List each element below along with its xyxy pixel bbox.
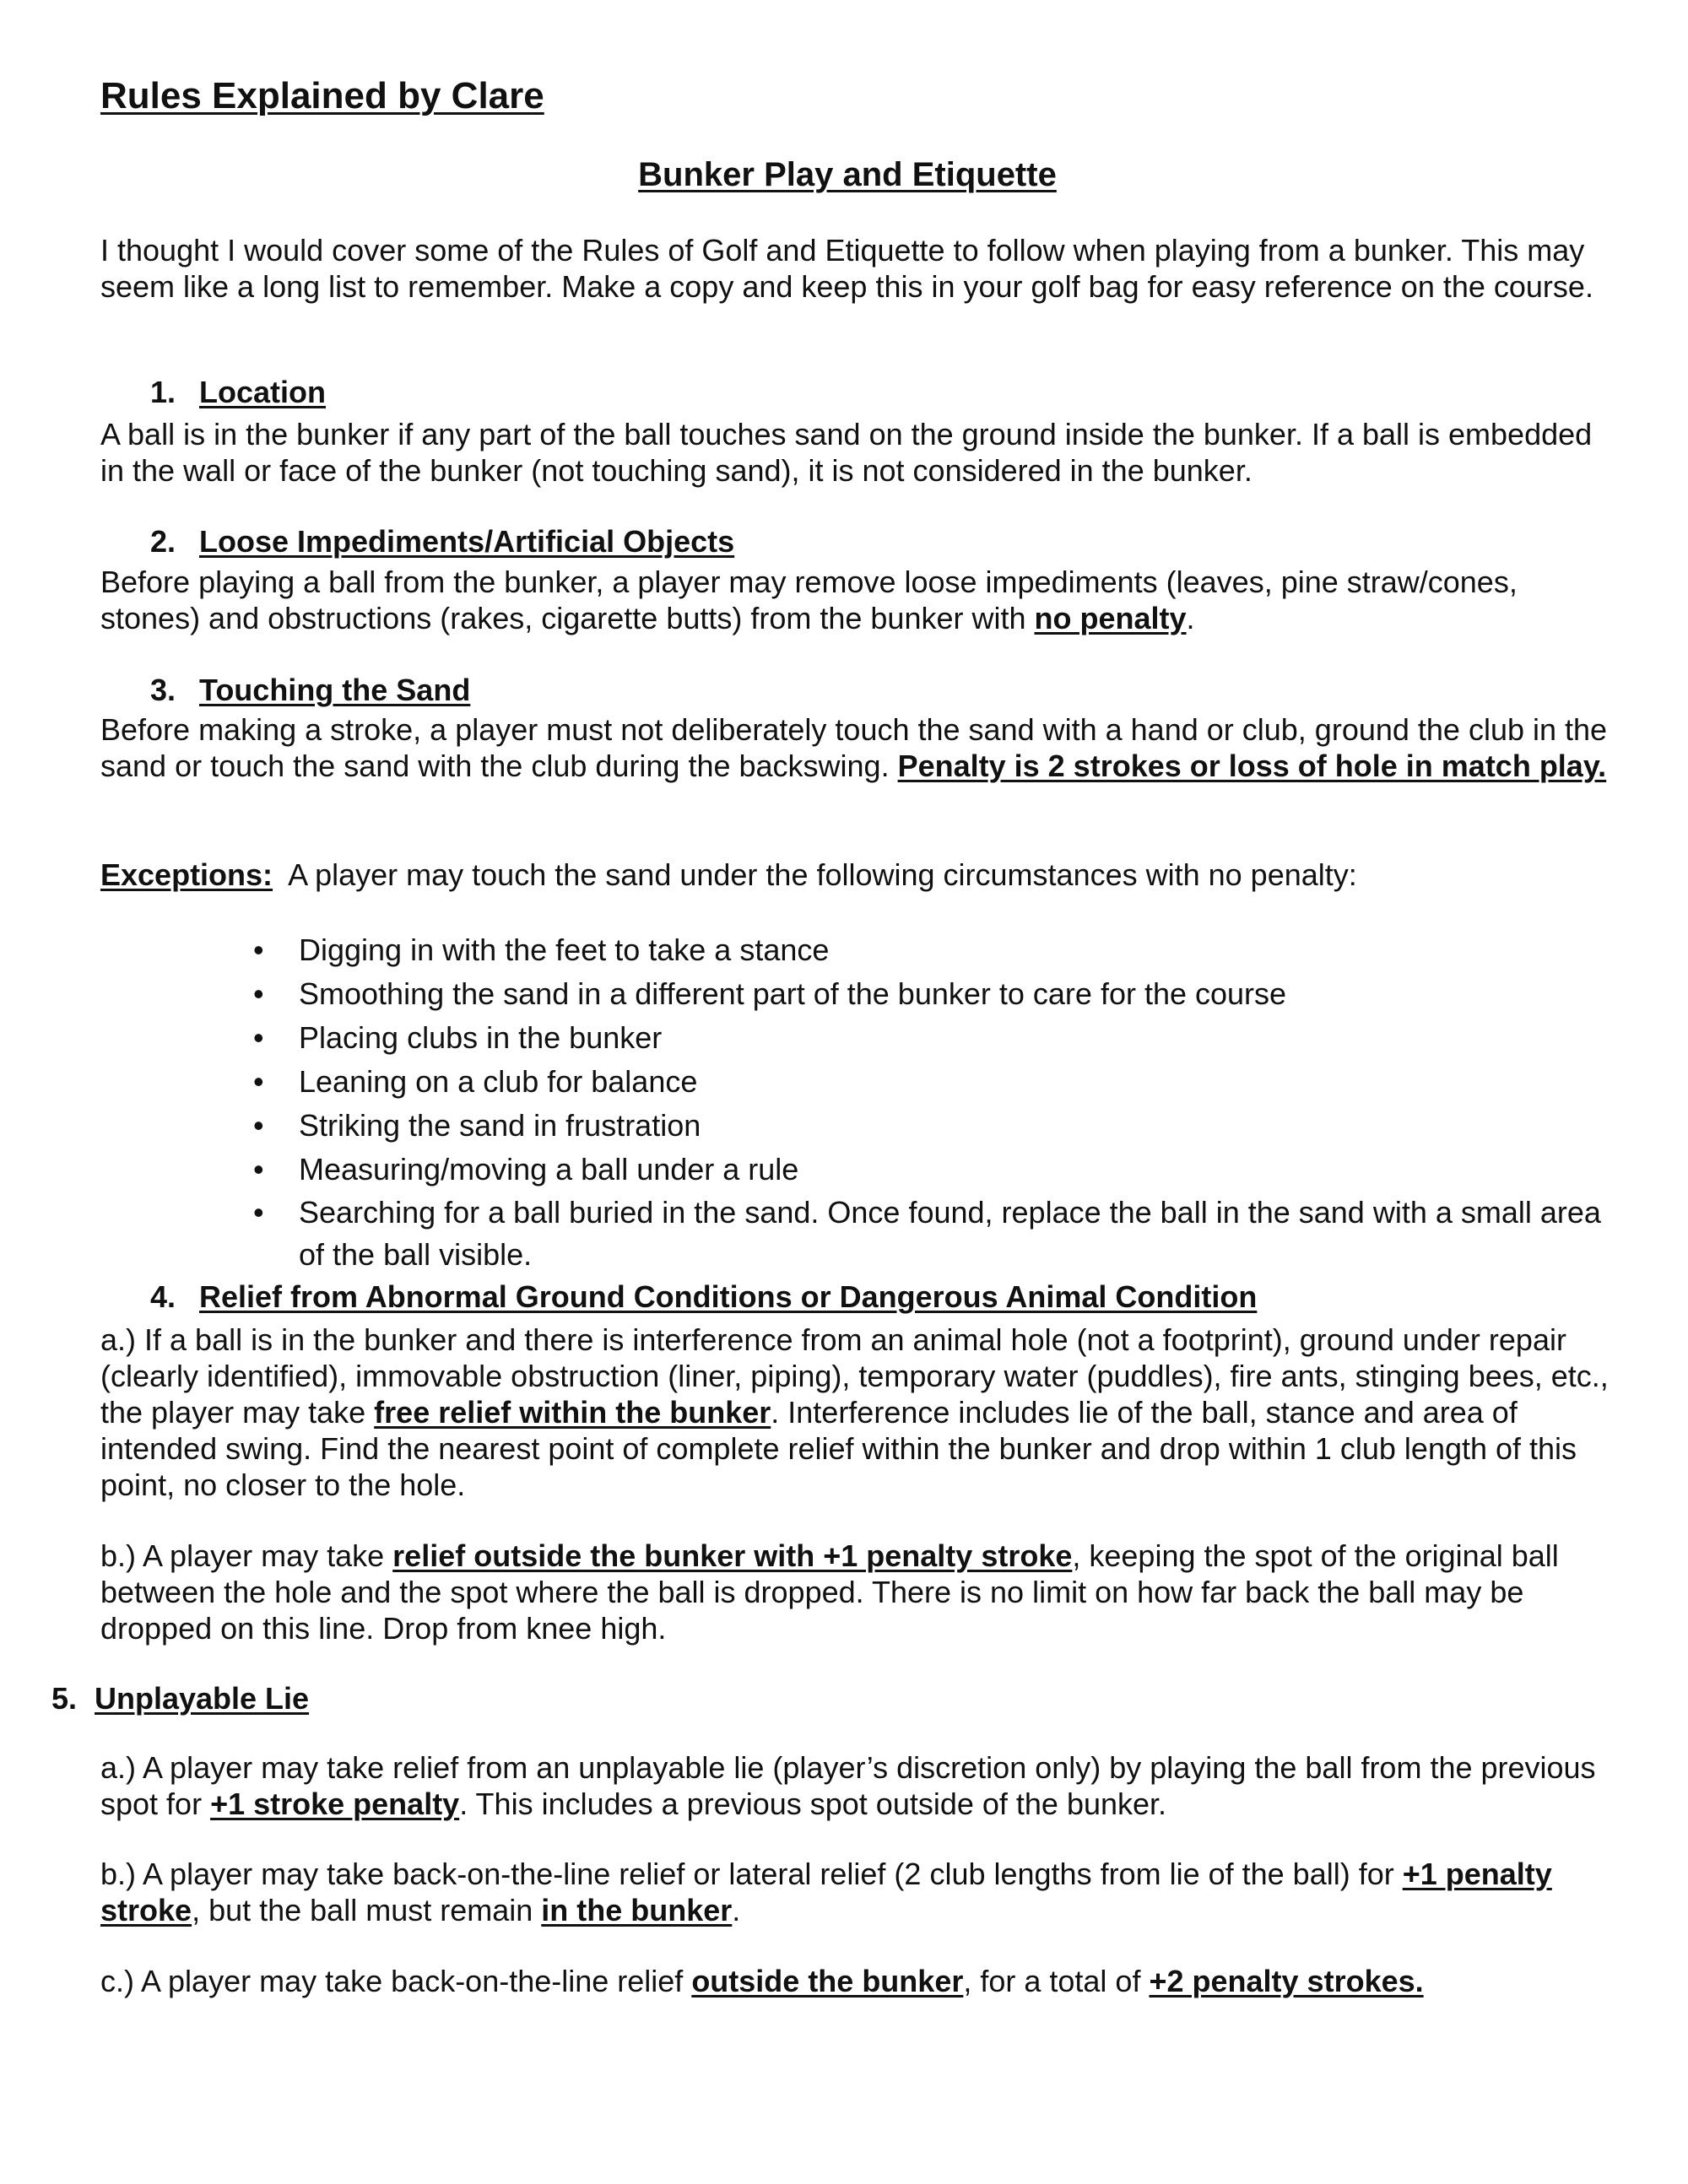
emphasis: free relief within the bunker xyxy=(374,1395,771,1430)
section-3-body xyxy=(100,711,1611,784)
body-text: A player may touch the sand under the following circumstances with no penalty: xyxy=(273,857,1357,892)
emphasis: +2 penalty strokes. xyxy=(1149,1964,1424,1998)
section-4-part-a xyxy=(100,1322,1611,1503)
body-text: , keeping the spot of the original ball between the hole and the spot where the ball is dropped. There is no limit on how far back the ball may be dropped on this line. Drop from knee high. xyxy=(100,1538,1559,1646)
list-item: • Placing clubs in the bunker xyxy=(253,1016,1604,1060)
body-text: b.) A player may take back-on-the-line relief or lateral relief (2 club lengths from lie of the ball) for xyxy=(100,1857,1403,1891)
body-text: . xyxy=(732,1893,741,1927)
section-title: Touching the Sand xyxy=(199,673,471,707)
section-number: 4. xyxy=(150,1279,176,1314)
section-number: 5. xyxy=(51,1681,78,1716)
emphasis: Penalty is 2 strokes or loss of hole in match play. xyxy=(897,749,1607,783)
section-title: Relief from Abnormal Ground Conditions or Dangerous Animal Condition xyxy=(199,1279,1258,1314)
section-number: 1. xyxy=(150,375,176,409)
list-item: • Striking the sand in frustration xyxy=(253,1104,1604,1148)
section-title: Location xyxy=(199,375,326,409)
body-text: Before making a stroke, a player must not deliberately touch the sand with a hand or club, ground the club in the sand or touch the sand with the club during the backswing. xyxy=(100,712,1608,783)
section-5-part-a xyxy=(100,1749,1611,1822)
section-5-part-b xyxy=(100,1856,1611,1928)
exceptions-list xyxy=(253,928,1604,1276)
body-text: a.) If a ball is in the bunker and there is interference from an animal hole (not a footprint), ground under repair (clearly identified), immovable obstruction (liner, piping), temporary water (puddles), fire ants, stinging bees, etc., the player may take xyxy=(100,1322,1609,1430)
emphasis: no penalty xyxy=(1034,601,1187,635)
section-number: 2. xyxy=(150,524,176,559)
exceptions-label: Exceptions: xyxy=(100,857,273,892)
intro-paragraph: I thought I would cover some of the Rules of Golf and Etiquette to follow when playing from a bunker. This may seem like a long list to remember. Make a copy and keep this in your golf bag for easy reference on the course. xyxy=(100,233,1593,304)
emphasis: in the bunker xyxy=(541,1893,733,1927)
body-text: b.) A player may take xyxy=(100,1538,393,1573)
document-title: Rules Explained by Clare xyxy=(100,75,544,116)
section-2-body xyxy=(100,564,1611,636)
section-title: Unplayable Lie xyxy=(95,1681,310,1716)
list-item: • Measuring/moving a ball under a rule xyxy=(253,1148,1604,1192)
emphasis: relief outside the bunker with +1 penalty stroke xyxy=(392,1538,1073,1573)
emphasis: outside the bunker xyxy=(691,1964,964,1998)
exceptions-paragraph xyxy=(100,857,1611,893)
list-item: • Digging in with the feet to take a stance xyxy=(253,928,1604,972)
emphasis: +1 stroke penalty xyxy=(210,1787,460,1821)
body-text: . This includes a previous spot outside of the bunker. xyxy=(459,1787,1167,1821)
body-text: Before playing a ball from the bunker, a player may remove loose impediments (leaves, pine straw/cones, stones) and obstructions (rakes, cigarette butts) from the bunker with xyxy=(100,565,1518,635)
list-item: • Smoothing the sand in a different part of the bunker to care for the course xyxy=(253,972,1604,1016)
section-5-part-c xyxy=(100,1963,1611,1999)
document-subtitle: Bunker Play and Etiquette xyxy=(638,156,1057,193)
body-text: , for a total of xyxy=(963,1964,1150,1998)
list-item: • Leaning on a club for balance xyxy=(253,1060,1604,1104)
body-text: c.) A player may take back-on-the-line relief xyxy=(100,1964,692,1998)
emphasis: +1 penalty stroke xyxy=(100,1857,1552,1927)
body-text: . xyxy=(1186,601,1195,635)
body-text: , but the ball must remain xyxy=(192,1893,542,1927)
section-4-part-b xyxy=(100,1538,1611,1646)
body-text: a.) A player may take relief from an unplayable lie (player’s discretion only) by playing the ball from the previous spot for xyxy=(100,1750,1596,1821)
section-1-body: A ball is in the bunker if any part of the ball touches sand on the ground inside the bunker. If a ball is embedded in the wall or face of the bunker (not touching sand), it is not considered in the bunker. xyxy=(100,417,1593,488)
section-number: 3. xyxy=(150,673,176,707)
section-title: Loose Impediments/Artificial Objects xyxy=(199,524,735,559)
body-text: . Interference includes lie of the ball, stance and area of intended swing. Find the nearest point of complete relief within the bunker and drop within 1 club length of this point, no closer to the hole. xyxy=(100,1395,1577,1502)
list-item: • Searching for a ball buried in the sand. Once found, replace the ball in the sand with a small area of the ball visible. xyxy=(253,1192,1604,1276)
